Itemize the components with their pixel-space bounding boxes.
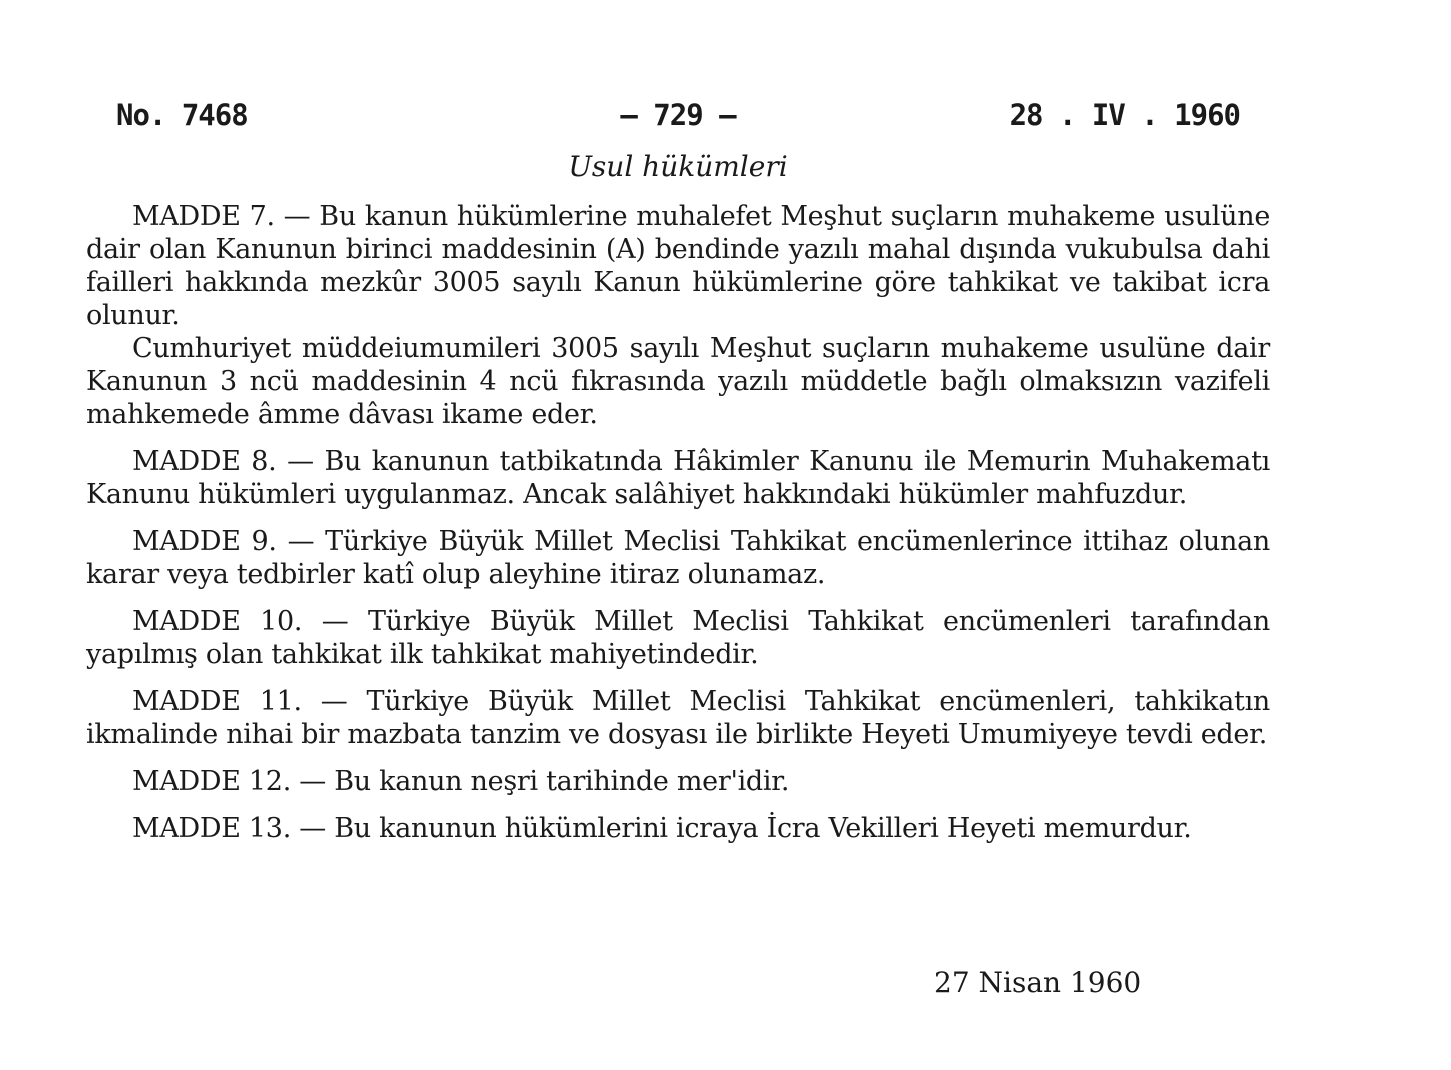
article-12: MADDE 12. — Bu kanun neşri tarihinde mer'idir. [132, 766, 790, 797]
article-10: MADDE 10. — Türkiye Büyük Millet Meclisi Tahkikat encümenleri tarafından yapılmış olan tahkikat ilk tahkikat mahiyetindedir. [86, 606, 1270, 670]
article-13: MADDE 13. — Bu kanunun hükümlerini icraya İcra Vekilleri Heyeti memurdur. [132, 813, 1192, 844]
section-title: Usul hükümleri [568, 150, 788, 183]
gazette-number: No. 7468 [116, 98, 248, 132]
article-7-paragraph-2: Cumhuriyet müddeiumumileri 3005 sayılı Meşhut suçların muhakeme usulüne dair Kanunun 3 ncü maddesinin 4 ncü fıkrasında yazılı müddetle bağlı olmaksızın vazifeli mahkemede âmme dâvası ikame eder. [86, 333, 1270, 430]
law-body [86, 200, 1270, 845]
article-7: MADDE 7. — Bu kanun hükümlerine muhalefet Meşhut suçların muhakeme usulüne dair olan Kanunun birinci maddesinin (A) bendinde yazılı mahal dışında vukubulsa dahi failleri hakkında mezkûr 3005 sayılı Kanun hükümlerine göre tahkikat ve takibat icra olunur. [86, 201, 1270, 331]
document-page [86, 0, 1270, 1070]
article-9: MADDE 9. — Türkiye Büyük Millet Meclisi Tahkikat encümenlerince ittihaz olunan karar veya tedbirler katî olup aleyhine itiraz olunamaz. [86, 526, 1270, 590]
article-8: MADDE 8. — Bu kanunun tatbikatında Hâkimler Kanunu ile Memurin Muhakematı Kanunu hükümleri uygulanmaz. Ancak salâhiyet hakkındaki hükümler mahfuzdur. [86, 446, 1270, 510]
page-header [116, 98, 1240, 142]
article-11: MADDE 11. — Türkiye Büyük Millet Meclisi Tahkikat encümenleri, tahkikatın ikmalinde nihai bir mazbata tanzim ve dosyası ile birlikte Heyeti Umumiyeye tevdi eder. [86, 686, 1270, 750]
signature-date: 27 Nisan 1960 [934, 966, 1142, 999]
page-number: — 729 — [620, 98, 736, 132]
issue-date: 28 . IV . 1960 [1009, 98, 1240, 132]
